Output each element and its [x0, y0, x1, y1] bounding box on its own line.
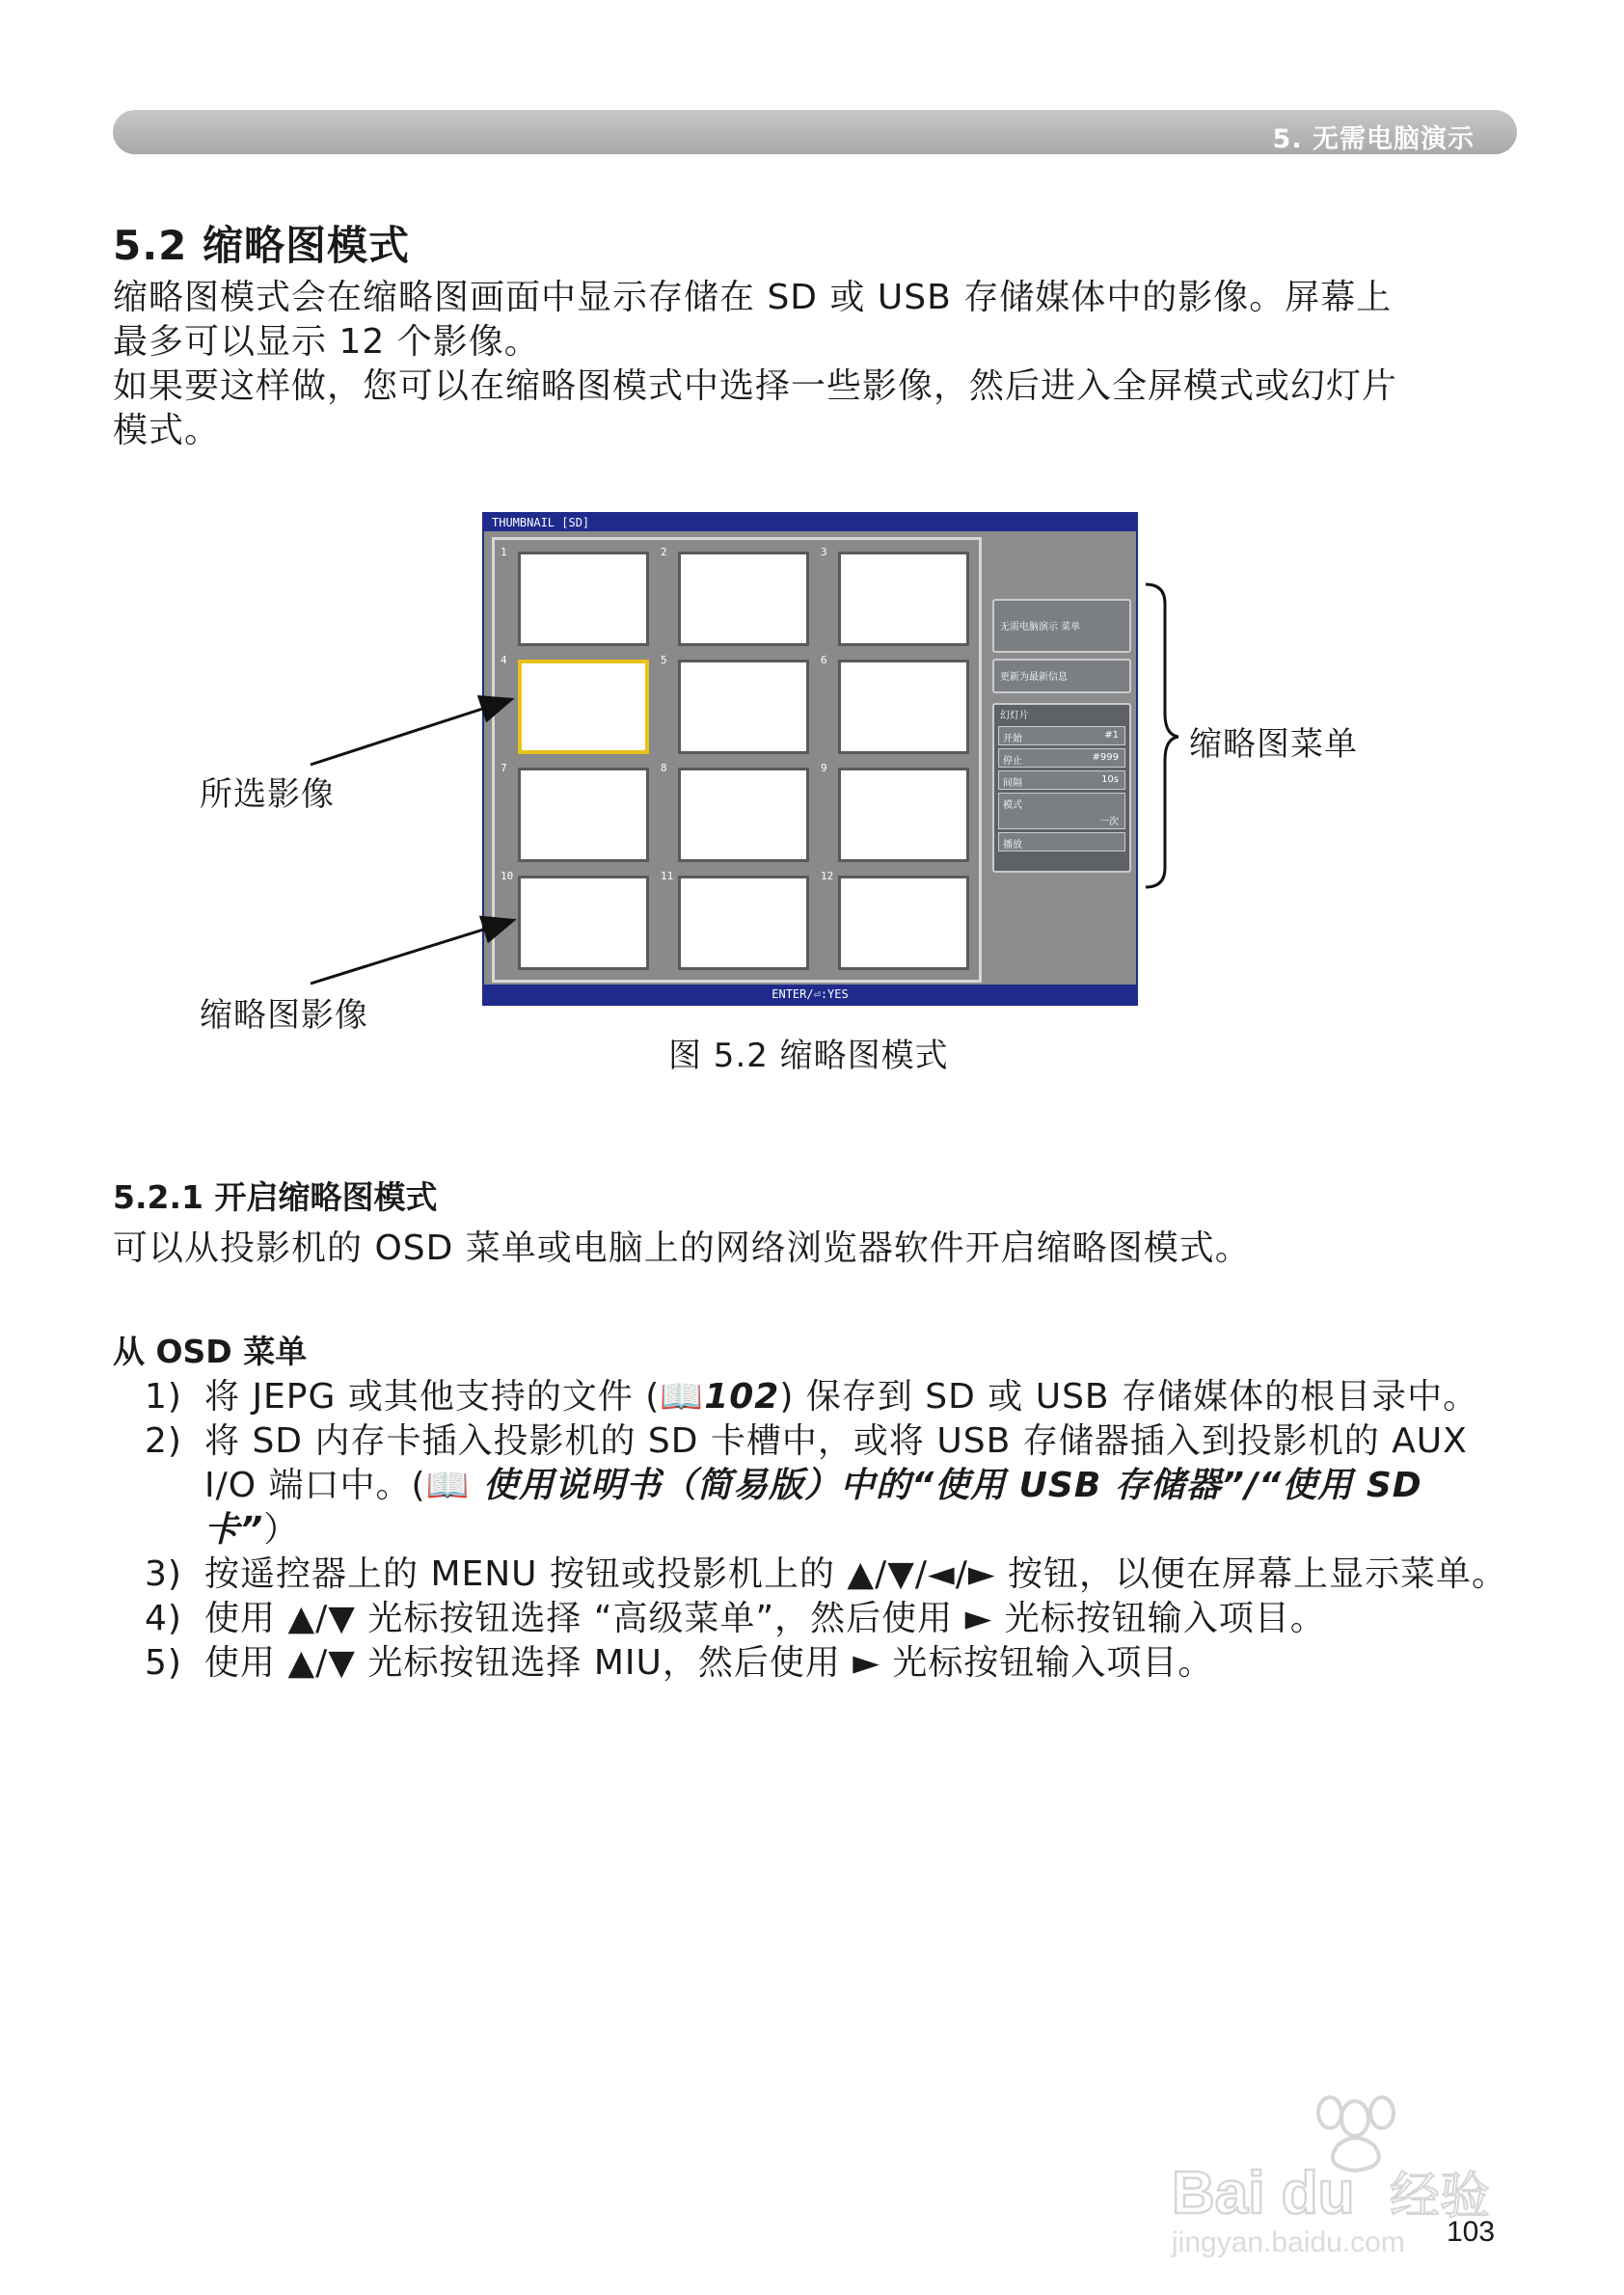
step-text: 将 JEPG 或其他支持的文件 ( — [204, 1377, 661, 1417]
subsection-title: 5.2.1 开启缩略图模式 — [113, 1178, 438, 1216]
page-reference-number: 102 — [704, 1377, 780, 1417]
callout-selected-image: 所选影像 — [200, 775, 335, 814]
slideshow-row-label: 播放 — [1003, 840, 1022, 850]
slideshow-row-label: 间隔 — [1003, 778, 1022, 789]
selected-image-arrow — [311, 700, 509, 765]
subsection-intro: 可以从投影机的 OSD 菜单或电脑上的网络浏览器软件开启缩略图模式。 — [113, 1228, 1251, 1268]
step-3 — [145, 1552, 1524, 1597]
step-number: 5) — [145, 1643, 182, 1683]
thumbnail-number: 11 — [661, 870, 674, 882]
slideshow-title: 幻灯片 — [1000, 711, 1029, 721]
callout-thumbnail-menu: 缩略图菜单 — [1189, 725, 1358, 764]
chapter-title: 5. 无需电脑演示 — [1272, 124, 1475, 154]
step-number: 3) — [145, 1554, 182, 1594]
intro-line-3: 如果要这样做，您可以在缩略图模式中选择一些影像，然后进入全屏模式或幻灯片 — [113, 366, 1398, 406]
slideshow-row-value: 10s — [1101, 774, 1119, 785]
slideshow-row-value: 一次 — [1099, 817, 1119, 827]
step-5 — [145, 1641, 1524, 1686]
step-1 — [145, 1375, 1524, 1419]
callout-graphics — [0, 0, 1624, 1061]
slideshow-row-label: 开始 — [1003, 734, 1022, 744]
screen-footer-bar: ENTER/⏎:YES — [484, 985, 1136, 1004]
page-reference-link[interactable] — [660, 1377, 779, 1417]
svg-text:经验: 经验 — [1390, 2168, 1491, 2226]
thumbnail-number: 9 — [821, 762, 827, 774]
figure-caption: 图 5.2 缩略图模式 — [668, 1037, 949, 1075]
menu-bracket — [1146, 584, 1178, 887]
thumbnail-number: 5 — [661, 654, 667, 666]
thumbnail-number: 2 — [661, 546, 667, 558]
thumbnail-number: 3 — [821, 546, 827, 558]
menu-button-presentation-label: 无需电脑演示 菜单 — [1000, 622, 1081, 633]
step-4 — [145, 1597, 1524, 1641]
thumbnail-number: 7 — [501, 762, 507, 774]
intro-line-1: 缩略图模式会在缩略图画面中显示存储在 SD 或 USB 存储媒体中的影像。屏幕上 — [113, 278, 1393, 317]
callout-thumbnail-image: 缩略图影像 — [200, 996, 368, 1035]
step-number: 1) — [145, 1377, 182, 1417]
step-2 — [145, 1419, 1524, 1552]
slideshow-row-label: 模式 — [1003, 800, 1022, 811]
step-text: 使用 ▲/▼ 光标按钮选择 MIU，然后使用 ► 光标按钮输入项目。 — [204, 1643, 1214, 1683]
svg-text:Bai du: Bai du — [1172, 2160, 1355, 2227]
from-osd-heading: 从 OSD 菜单 — [113, 1333, 308, 1370]
step-text: 使用 ▲/▼ 光标按钮选择 “高级菜单”，然后使用 ► 光标按钮输入项目。 — [204, 1599, 1326, 1638]
step-text: 按遥控器上的 MENU 按钮或投影机上的 ▲/▼/◄/► 按钮，以便在屏幕上显示菜单。 — [204, 1554, 1507, 1594]
osd-steps-list — [145, 1375, 1524, 1686]
thumbnail-image-arrow — [311, 921, 511, 984]
thumbnail-number: 10 — [501, 870, 514, 882]
slideshow-row-label: 停止 — [1003, 756, 1022, 767]
slideshow-row-value: #1 — [1104, 730, 1119, 741]
step-text: 将 SD 内存卡插入投影机的 SD 卡槽中，或将 USB 存储器插入到投影机的 AUX I/O 端口中。( — [204, 1421, 1468, 1505]
thumbnail-number: 6 — [821, 654, 827, 666]
book-icon: 📖 — [660, 1377, 705, 1417]
intro-line-2: 最多可以显示 12 个影像。 — [113, 322, 540, 362]
intro-line-4: 模式。 — [113, 411, 221, 450]
slideshow-row-value: #999 — [1092, 752, 1119, 763]
manual-reference-text: 使用说明书（简易版）中的“使用 USB 存储器”/“使用 SD 卡” — [204, 1466, 1422, 1550]
thumbnail-number: 4 — [501, 654, 507, 666]
thumbnail-number: 1 — [501, 546, 507, 558]
page-number: 103 — [1447, 2216, 1496, 2248]
thumbnail-number: 12 — [821, 870, 834, 882]
screen-title-bar: THUMBNAIL [SD] — [484, 514, 1136, 531]
svg-text:jingyan.baidu.com: jingyan.baidu.com — [1172, 2227, 1405, 2258]
step-text-tail: ) 保存到 SD 或 USB 存储媒体的根目录中。 — [779, 1377, 1479, 1417]
section-title: 5.2 缩略图模式 — [113, 222, 411, 269]
thumbnail-number: 8 — [661, 762, 667, 774]
step-number: 4) — [145, 1599, 182, 1638]
step-text-tail: ） — [263, 1510, 300, 1550]
book-icon: 📖 — [425, 1466, 471, 1505]
menu-button-refresh-label: 更新为最新信息 — [1000, 672, 1068, 683]
step-number: 2) — [145, 1421, 182, 1461]
